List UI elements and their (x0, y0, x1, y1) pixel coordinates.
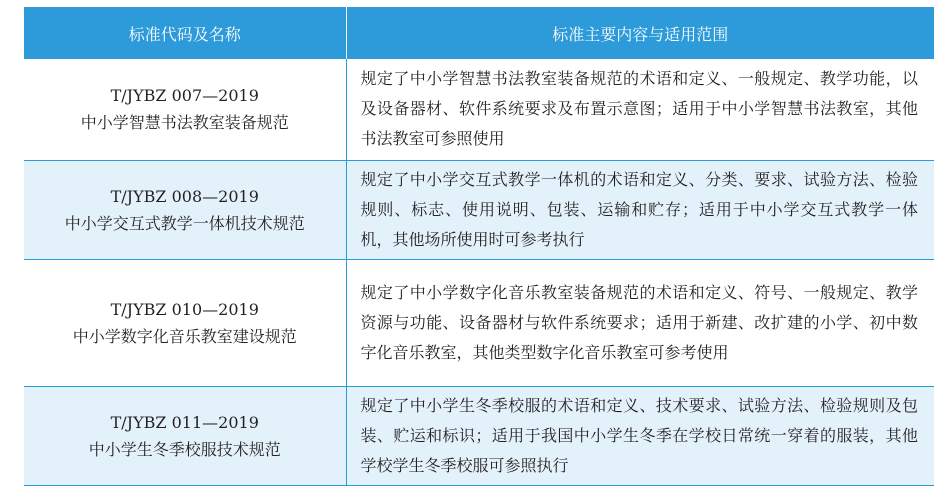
standard-code: T/JYBZ 007—2019 (110, 86, 259, 106)
standard-name: 中小学智慧书法教室装备规范 (80, 113, 289, 133)
standard-cell (24, 160, 346, 259)
standard-description: 规定了中小学交互式教学一体机的术语和定义、分类、要求、试验方法、检验规则、标志、使用说明、包装、运输和贮存；适用于中小学交互式教学一体机，其他场所使用时可参考执行 (346, 160, 934, 259)
standard-name: 中小学交互式教学一体机技术规范 (64, 213, 305, 233)
standard-code: T/JYBZ 008—2019 (110, 186, 259, 206)
table-header-row (24, 7, 934, 59)
table-row (24, 160, 934, 259)
standard-description: 规定了中小学数字化音乐教室装备规范的术语和定义、符号、一般规定、教学资源与功能、设备器材与软件系统要求；适用于新建、改扩建的小学、初中数字化音乐教室，其他类型数字化音乐教室可参考使用 (346, 259, 934, 386)
table-row (24, 59, 934, 160)
standard-code: T/JYBZ 010—2019 (110, 299, 259, 319)
standard-cell (24, 259, 346, 386)
standard-code: T/JYBZ 011—2019 (110, 412, 259, 432)
standard-cell (24, 59, 346, 160)
standard-name: 中小学数字化音乐教室建设规范 (72, 326, 297, 346)
standard-description: 规定了中小学智慧书法教室装备规范的术语和定义、一般规定、教学功能，以及设备器材、软件系统要求及布置示意图；适用于中小学智慧书法教室，其他书法教室可参照使用 (346, 59, 934, 160)
header-content-scope: 标准主要内容与适用范围 (346, 7, 934, 59)
standard-cell (24, 386, 346, 485)
table-row (24, 259, 934, 386)
table-row (24, 386, 934, 485)
header-code-name: 标准代码及名称 (24, 7, 346, 59)
standard-name: 中小学生冬季校服技术规范 (88, 439, 281, 459)
standard-description: 规定了中小学生冬季校服的术语和定义、技术要求、试验方法、检验规则及包装、贮运和标识；适用于我国中小学生冬季在学校日常统一穿着的服装，其他学校学生冬季校服可参照执行 (346, 386, 934, 485)
standards-table (24, 7, 934, 486)
